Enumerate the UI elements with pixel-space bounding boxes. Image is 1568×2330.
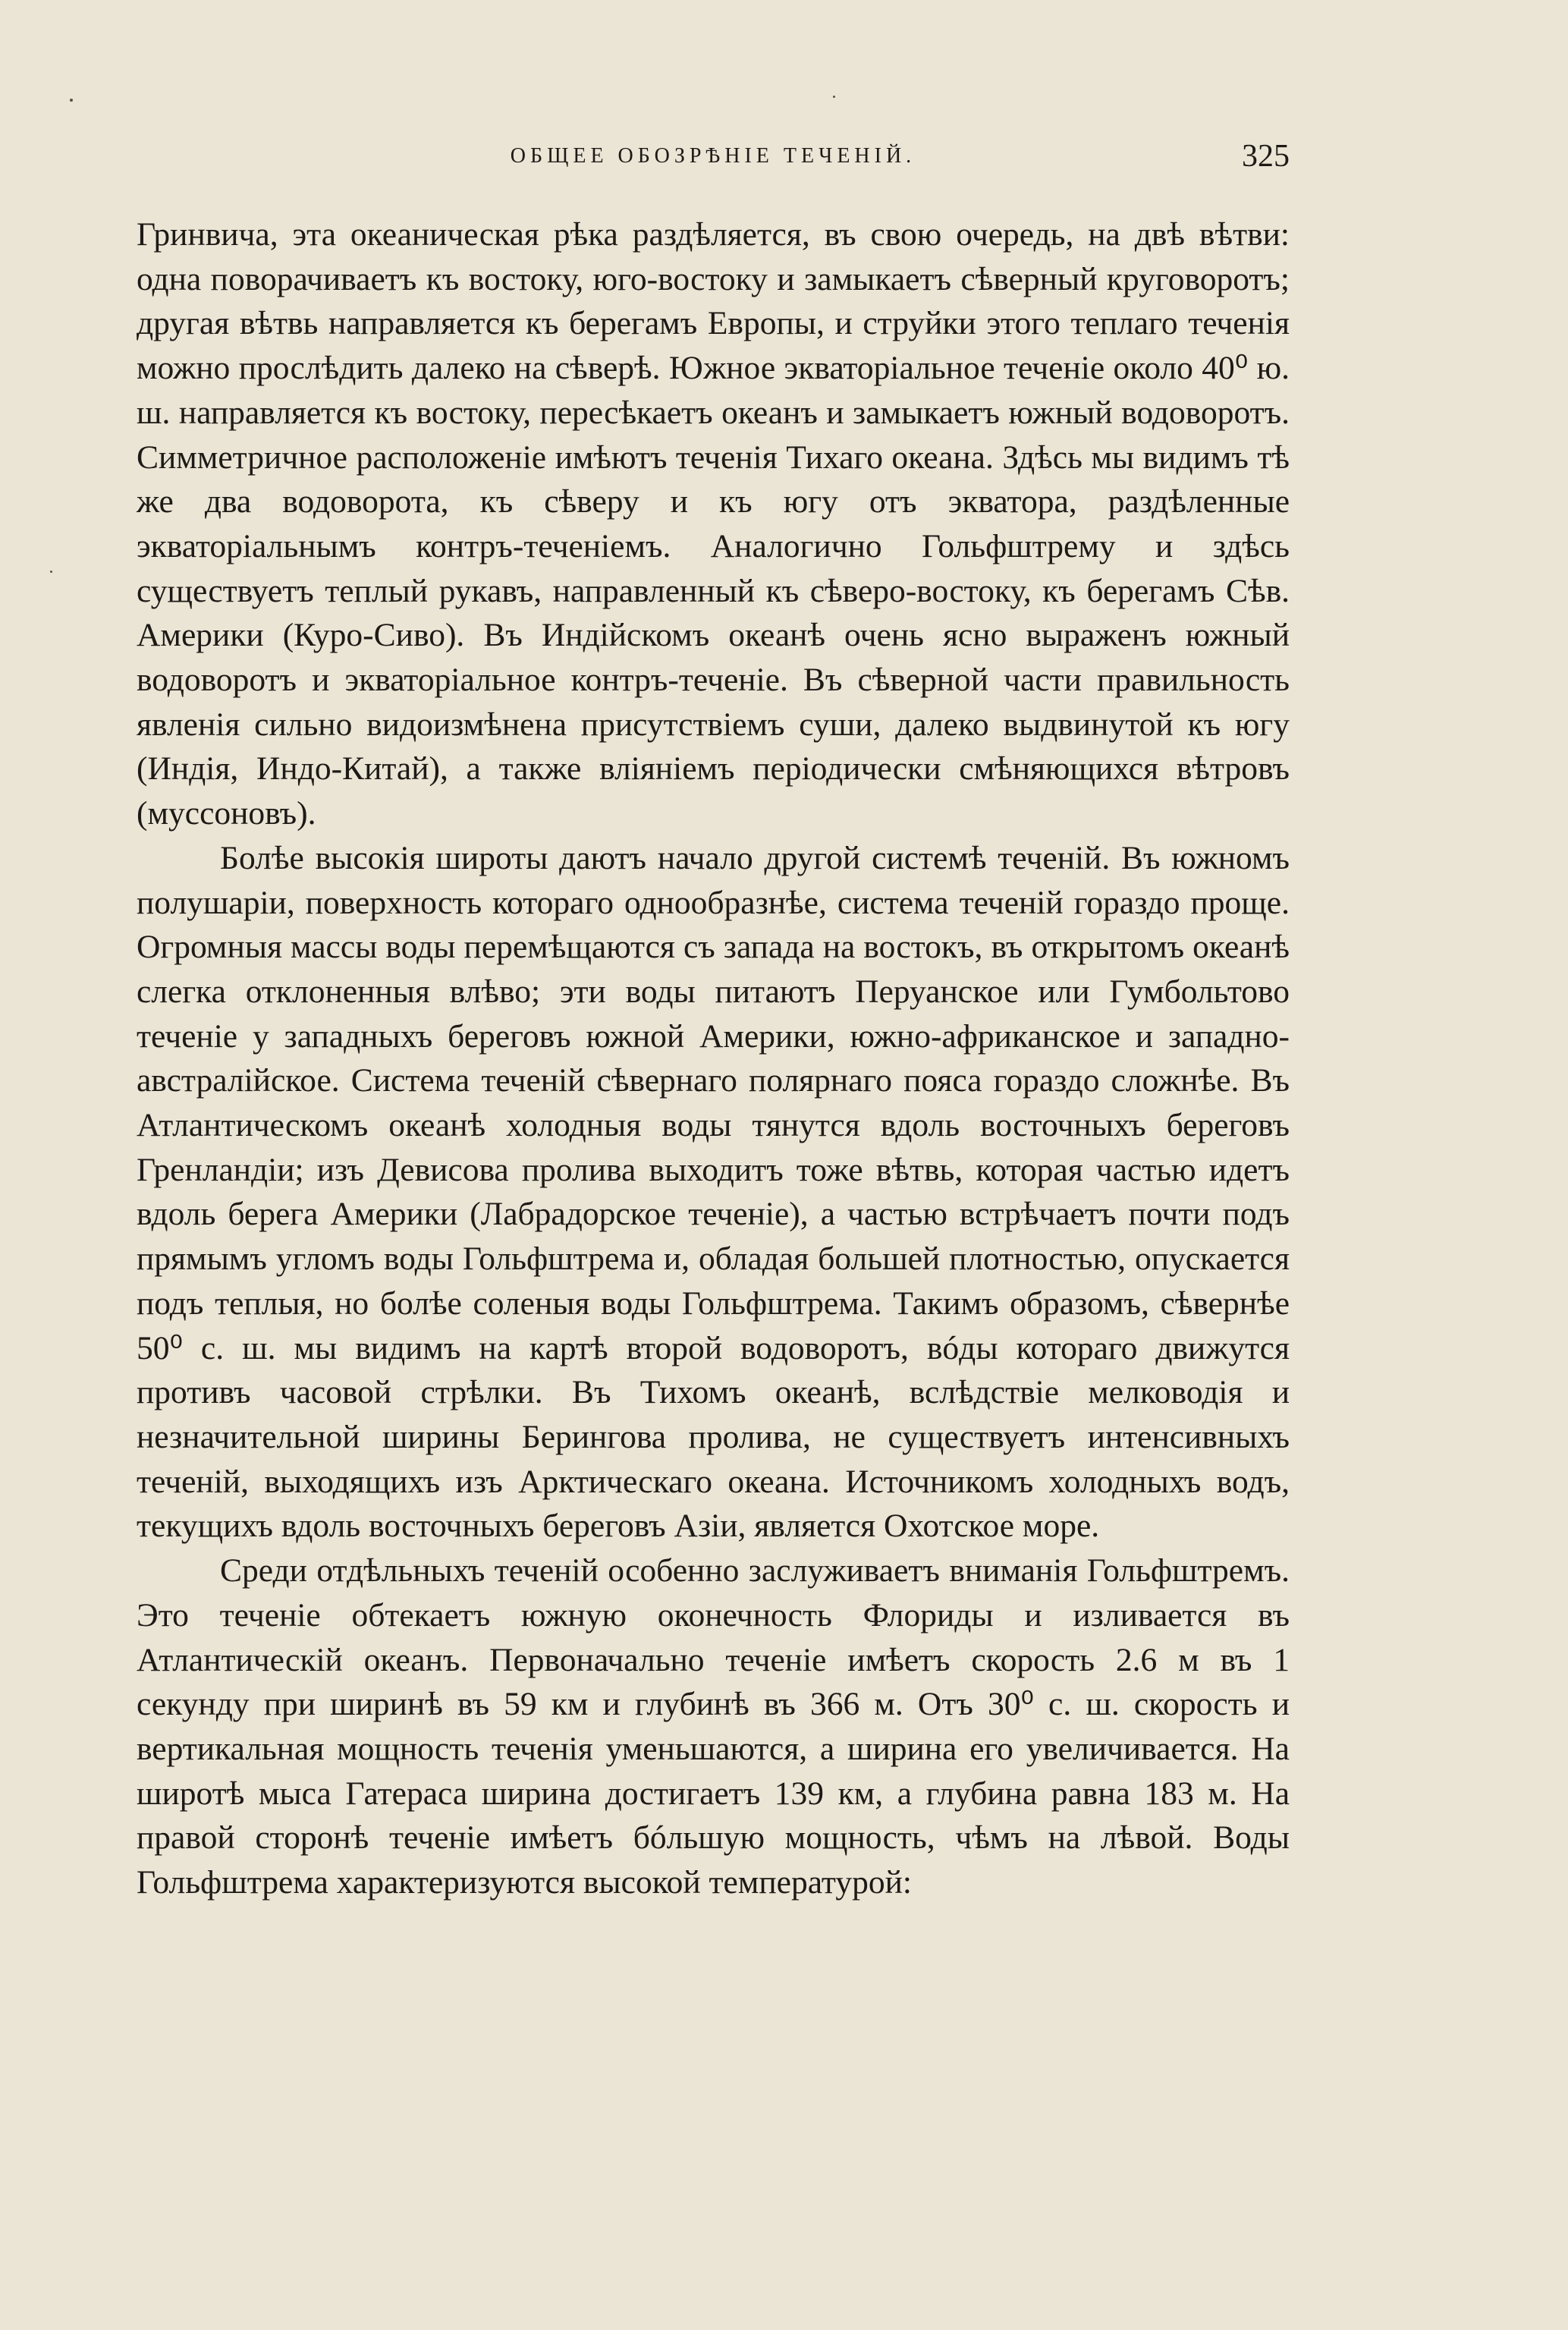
paragraph: Гринвича, эта океаническая рѣка раздѣляется, въ свою очередь, на двѣ вѣтви: одна поворачиваетъ къ востоку, юго-востоку и замыкаетъ сѣверный круговоротъ; другая вѣтвь направляется къ берегамъ Европы, и струйки этого теплаго теченія можно прослѣдить далеко на сѣверѣ. Южное экваторіальное теченіе около 40⁰ ю. ш. направляется къ востоку, пересѣкаетъ океанъ и замыкаетъ южный водоворотъ. Симметричное расположеніе имѣютъ теченія Тихаго океана. Здѣсь мы видимъ тѣ же два водоворота, къ сѣверу и къ югу отъ экватора, раздѣленные экваторіальнымъ контръ-теченіемъ. Аналогично Гольфштрему и здѣсь существуетъ теплый рукавъ, направленный къ сѣверо-востоку, къ берегамъ Сѣв. Америки (Куро-Сиво). Въ Индійскомъ океанѣ очень ясно выраженъ южный водоворотъ и экваторіальное контръ-теченіе. Въ сѣверной части правильность явленія сильно видоизмѣнена присутствіемъ суши, далеко выдвинутой къ югу (Индія, Индо-Китай), а также вліяніемъ періодически смѣняющихся вѣтровъ (муссоновъ). bbox=[137, 216, 1290, 832]
running-head: ОБЩЕЕ ОБОЗРѢНІЕ ТЕЧЕНІЙ. bbox=[510, 144, 916, 168]
page-number: 325 bbox=[1242, 139, 1290, 174]
paragraph: Болѣе высокія широты даютъ начало другой системѣ теченій. Въ южномъ полушаріи, поверхность котораго однообразнѣе, система теченій гораздо проще. Огромныя массы воды перемѣщаются съ запада на востокъ, въ открытомъ океанѣ слегка отклоненныя влѣво; эти воды питаютъ Перуанское или Гумбольтово теченіе у западныхъ береговъ южной Америки, южно-африканское и западно-австралійское. Система теченій сѣвернаго полярнаго пояса гораздо сложнѣе. Въ Атлантическомъ океанѣ холодныя воды тянутся вдоль восточныхъ береговъ Гренландіи; изъ Девисова пролива выходитъ тоже вѣтвь, которая частью идетъ вдоль берега Америки (Лабрадорское теченіе), а частью встрѣчаетъ почти подъ прямымъ угломъ воды Гольфштрема и, обладая большей плотностью, опускается подъ теплыя, но болѣе соленыя воды Гольфштрема. Такимъ образомъ, сѣвернѣе 50⁰ с. ш. мы видимъ на картѣ второй водоворотъ, вóды котораго движутся противъ часовой стрѣлки. Въ Тихомъ океанѣ, вслѣдствіе мелководія и незначительной ширины Берингова пролива, не существуетъ интенсивныхъ теченій, выходящихъ изъ Арктическаго океана. Источникомъ холодныхъ водъ, текущихъ вдоль восточныхъ береговъ Азіи, является Охотское море. bbox=[137, 839, 1290, 1545]
print-speck bbox=[70, 99, 73, 102]
body-text bbox=[137, 212, 1290, 1905]
paragraph: Среди отдѣльныхъ теченій особенно заслуживаетъ вниманія Гольфштремъ. Это теченіе обтекаетъ южную оконечность Флориды и изливается въ Атлантическій океанъ. Первоначально теченіе имѣетъ скорость 2.6 м въ 1 секунду при ширинѣ въ 59 км и глубинѣ въ 366 м. Отъ 30⁰ с. ш. скорость и вертикальная мощность теченія уменьшаются, а ширина его увеличивается. На широтѣ мыса Гатераса ширина достигаетъ 139 км, а глубина равна 183 м. На правой сторонѣ теченіе имѣетъ бóльшую мощность, чѣмъ на лѣвой. Воды Гольфштрема характеризуются высокой температурой: bbox=[137, 1552, 1290, 1901]
print-speck bbox=[833, 96, 835, 98]
page-header bbox=[137, 139, 1290, 182]
print-speck bbox=[50, 571, 52, 573]
